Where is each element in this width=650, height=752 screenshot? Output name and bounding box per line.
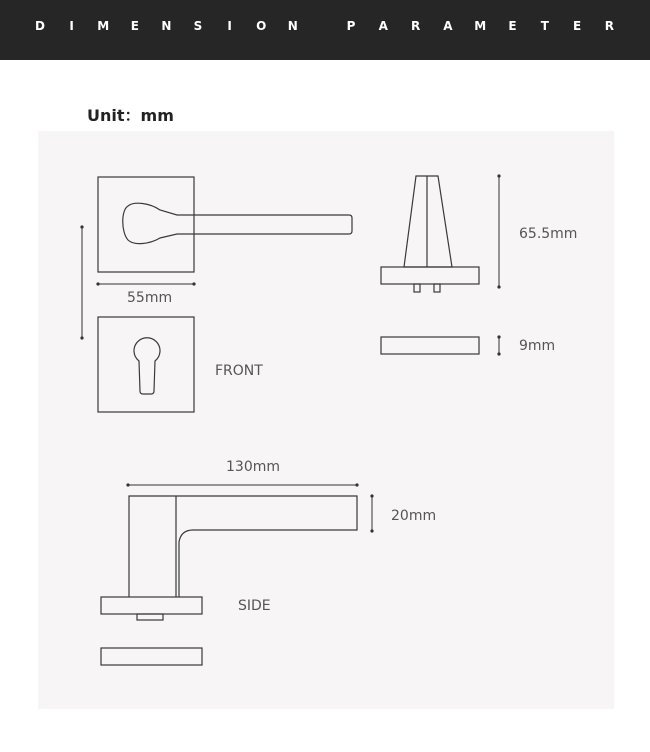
- side-label: SIDE: [238, 598, 271, 614]
- lever-height-label: 20mm: [391, 508, 437, 524]
- header-letter: S: [193, 19, 203, 33]
- header-letter: R: [604, 19, 615, 33]
- front-rose-lever: [98, 177, 352, 272]
- front-height-dimension: [80, 225, 83, 339]
- header-letter: N: [161, 19, 172, 33]
- header-letter: P: [346, 19, 356, 33]
- height-dimension: [497, 174, 500, 288]
- header-letter: I: [69, 19, 74, 33]
- width-dimension: [96, 282, 195, 285]
- header-letter: R: [410, 19, 421, 33]
- front-label: FRONT: [215, 363, 263, 379]
- header-letter: N: [287, 19, 298, 33]
- thickness-dimension: [497, 335, 500, 355]
- header-letter: D: [35, 19, 45, 33]
- header-letter: M: [474, 19, 487, 33]
- length-dimension: [126, 483, 358, 486]
- unit-label: Unit：mm: [87, 106, 174, 125]
- length-label: 130mm: [226, 459, 280, 475]
- header-letter: E: [130, 19, 139, 33]
- header-letter: T: [540, 19, 549, 33]
- front-escutcheon: [98, 317, 194, 412]
- header-letter: M: [97, 19, 110, 33]
- lever-height-dimension: [370, 494, 373, 532]
- header-letter: O: [256, 19, 267, 33]
- bottom-plate: [101, 648, 202, 665]
- header-letter: E: [572, 19, 582, 33]
- side-lever-view: [101, 496, 357, 620]
- header-letter: I: [227, 19, 232, 33]
- side-profile-view: [381, 176, 479, 292]
- header-letter: A: [443, 19, 453, 33]
- header-letter: A: [378, 19, 388, 33]
- height-label: 65.5mm: [519, 226, 578, 242]
- thickness-label: 9mm: [519, 338, 556, 354]
- header-letter: E: [508, 19, 517, 33]
- width-label: 55mm: [127, 290, 173, 306]
- rose-plate: [381, 337, 479, 354]
